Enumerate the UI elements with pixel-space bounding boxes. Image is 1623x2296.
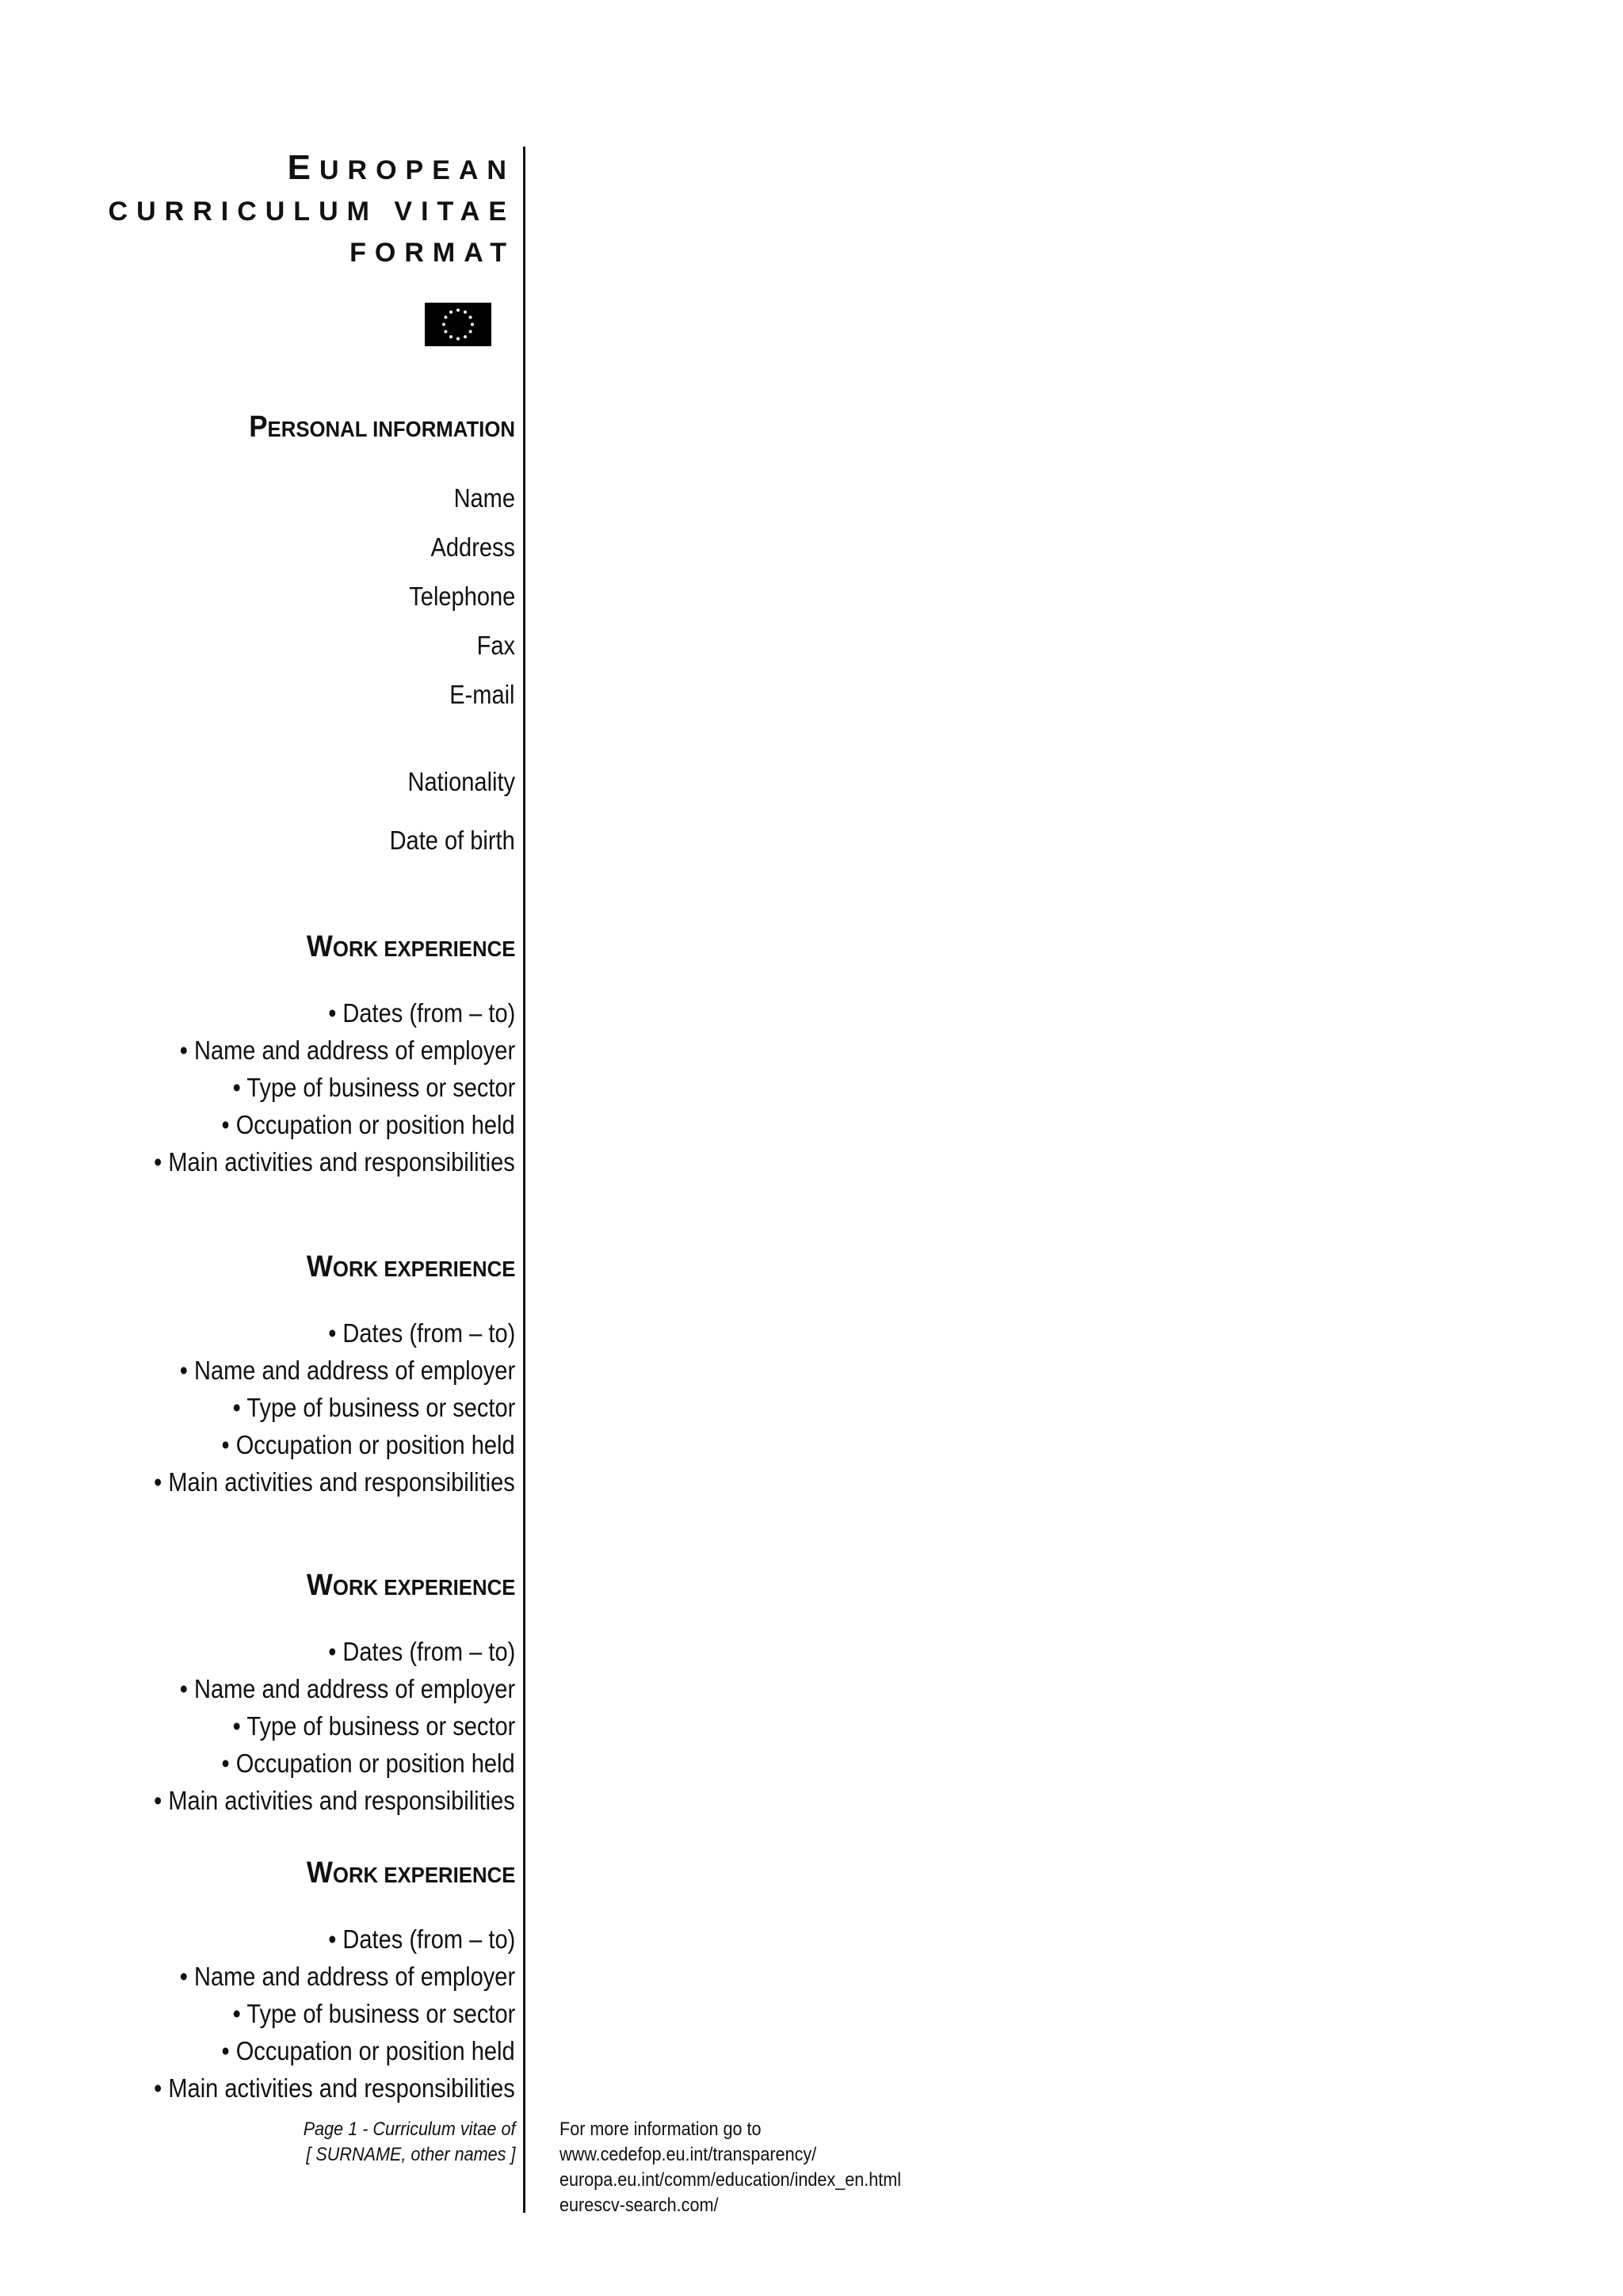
personal-information-heading [249,410,515,444]
info-link[interactable]: eurescv-search.com/ [559,2195,719,2216]
field-email: E-mail [449,680,515,709]
work-experience-item: • Occupation or position held [221,1110,515,1139]
heading-rest: ORK EXPERIENCE [332,1863,515,1887]
page-number-line: Page 1 - Curriculum vitae of [303,2119,515,2140]
work-experience-item: • Main activities and responsibilities [154,1467,515,1497]
column-divider [523,147,525,2213]
info-line: For more information go to [559,2119,762,2140]
flag-star [449,311,453,314]
flag-star [444,330,447,334]
flag-star [444,316,447,319]
heading-rest: ORK EXPERIENCE [332,936,515,961]
work-experience-item: • Type of business or sector [232,1073,515,1102]
work-experience-item: • Type of business or sector [232,1393,515,1422]
document-title [109,147,515,273]
flag-star [469,330,472,334]
flag-star [464,335,467,338]
work-experience-item: • Occupation or position held [221,1749,515,1778]
page-footer-left [303,2117,515,2168]
work-experience-item: • Dates (from – to) [327,1318,515,1348]
heading-rest: ORK EXPERIENCE [332,1575,515,1600]
work-experience-item: • Main activities and responsibilities [154,1786,515,1815]
field-nationality: Nationality [407,767,515,796]
heading-initial: W [306,1250,333,1283]
work-experience-item: • Dates (from – to) [327,998,515,1028]
work-experience-item: • Dates (from – to) [327,1637,515,1666]
work-experience-item: • Type of business or sector [232,1999,515,2028]
work-experience-heading [307,930,515,964]
work-experience-heading [307,1569,515,1603]
flag-star [471,323,474,326]
heading-rest: ORK EXPERIENCE [332,1257,515,1281]
work-experience-item: • Main activities and responsibilities [154,1147,515,1177]
heading-initial: W [306,1569,333,1602]
field-telephone: Telephone [408,582,515,611]
eu-flag-icon [425,303,491,346]
work-experience-item: • Occupation or position held [221,1430,515,1459]
flag-star [456,309,460,312]
title-line-1 [109,147,515,191]
flag-star [456,338,460,341]
info-link[interactable]: europa.eu.int/comm/education/index_en.html [559,2169,902,2191]
flag-star [442,323,445,326]
work-experience-item: • Occupation or position held [221,2036,515,2065]
work-experience-item: • Type of business or sector [232,1711,515,1741]
flag-star [469,316,472,319]
work-experience-heading [307,1250,515,1284]
field-fax: Fax [476,631,515,660]
title-line-3: FORMAT [349,238,515,268]
title-line-2: CURRICULUM VITAE [108,196,515,227]
heading-initial: W [306,1856,333,1890]
work-experience-item: • Main activities and responsibilities [154,2073,515,2103]
field-date-of-birth: Date of birth [389,826,515,855]
work-experience-item: • Name and address of employer [179,1356,515,1385]
flag-star [449,335,453,338]
heading-initial: P [249,410,268,444]
heading-initial: W [306,930,333,963]
flag-star [464,311,467,314]
heading-rest: ERSONAL INFORMATION [267,417,515,441]
page-footer-right [559,2117,901,2218]
field-address: Address [430,532,515,562]
work-experience-item: • Name and address of employer [179,1035,515,1065]
work-experience-heading [307,1856,515,1890]
title-initial: E [287,148,319,187]
info-link[interactable]: www.cedefop.eu.int/transparency/ [559,2144,817,2165]
work-experience-item: • Dates (from – to) [327,1924,515,1954]
work-experience-item: • Name and address of employer [179,1674,515,1703]
title-rest: UROPEAN [319,155,515,185]
surname-line: [ SURNAME, other names ] [305,2144,515,2165]
work-experience-item: • Name and address of employer [179,1962,515,1991]
field-name: Name [453,483,515,513]
